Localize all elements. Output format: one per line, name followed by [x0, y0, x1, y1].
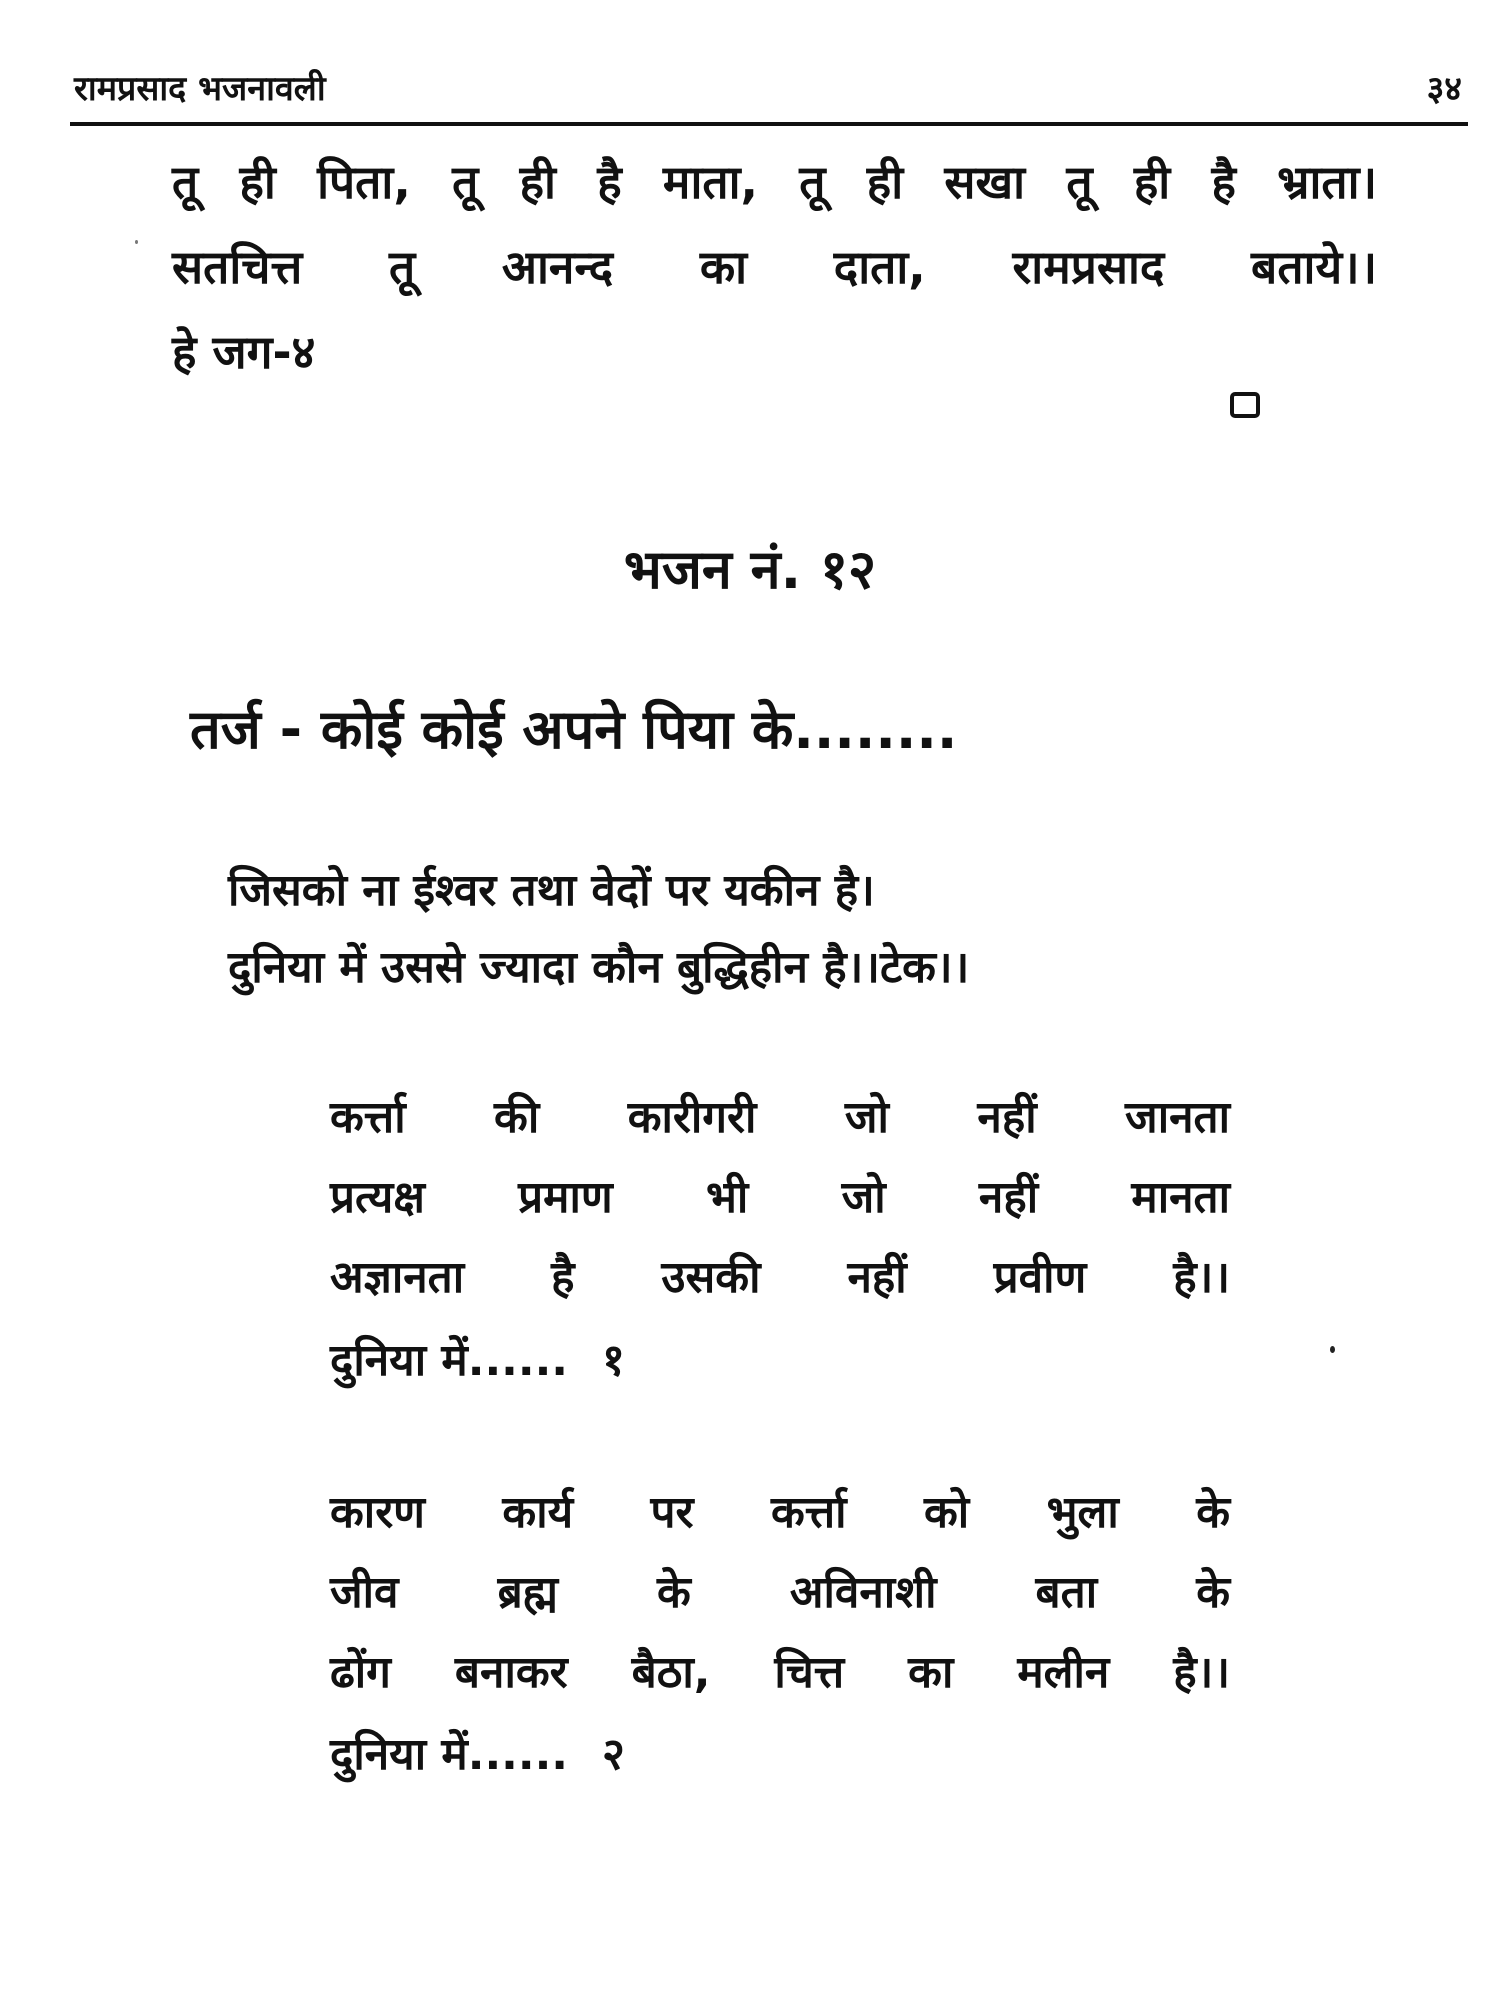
refrain-line: जिसको ना ईश्वर तथा वेदों पर यकीन है।	[228, 865, 875, 916]
verse-2-refrain-ref	[330, 1722, 625, 1782]
verse-2-line-2: जीव ब्रह्म के अविनाशी बता के	[330, 1567, 1230, 1618]
verse-2-line-1: कारण कार्य पर कर्त्ता को भुला के	[330, 1487, 1230, 1538]
print-speck	[135, 240, 138, 244]
verse-line: सतचित्त तू आनन्द का दाता, रामप्रसाद बताये।।	[172, 240, 1377, 294]
tune-line: तर्ज - कोई कोई अपने पिया के........	[190, 698, 958, 761]
verse-1-line-3: अज्ञानता है उसकी नहीं प्रवीण है।।	[330, 1252, 1230, 1303]
print-speck	[1330, 1346, 1335, 1353]
verse-number: २	[602, 1729, 625, 1780]
verse-1-line-1: कर्त्ता की कारीगरी जो नहीं जानता	[330, 1092, 1230, 1143]
refrain-reference: दुनिया में......	[330, 1335, 569, 1386]
book-title: रामप्रसाद भजनावली	[74, 69, 326, 109]
refrain-reference: हे जग-४	[172, 325, 316, 379]
verse-1-line-2: प्रत्यक्ष प्रमाण भी जो नहीं मानता	[330, 1172, 1230, 1223]
running-header	[70, 58, 1468, 126]
refrain-reference: दुनिया में......	[330, 1729, 569, 1780]
verse-number: १	[602, 1335, 625, 1386]
end-of-bhajan-mark	[1230, 392, 1260, 418]
bhajan-heading: भजन नं. १२	[623, 538, 877, 601]
verse-1-refrain-ref	[330, 1328, 625, 1388]
page-number: ३४	[1426, 69, 1462, 109]
verse-2-line-3: ढोंग बनाकर बैठा, चित्त का मलीन है।।	[330, 1647, 1230, 1698]
refrain-line: दुनिया में उससे ज्यादा कौन बुद्धिहीन है।।टेक।।	[228, 942, 970, 993]
verse-line: तू ही पिता, तू ही है माता, तू ही सखा तू ही है भ्राता।	[172, 155, 1377, 209]
